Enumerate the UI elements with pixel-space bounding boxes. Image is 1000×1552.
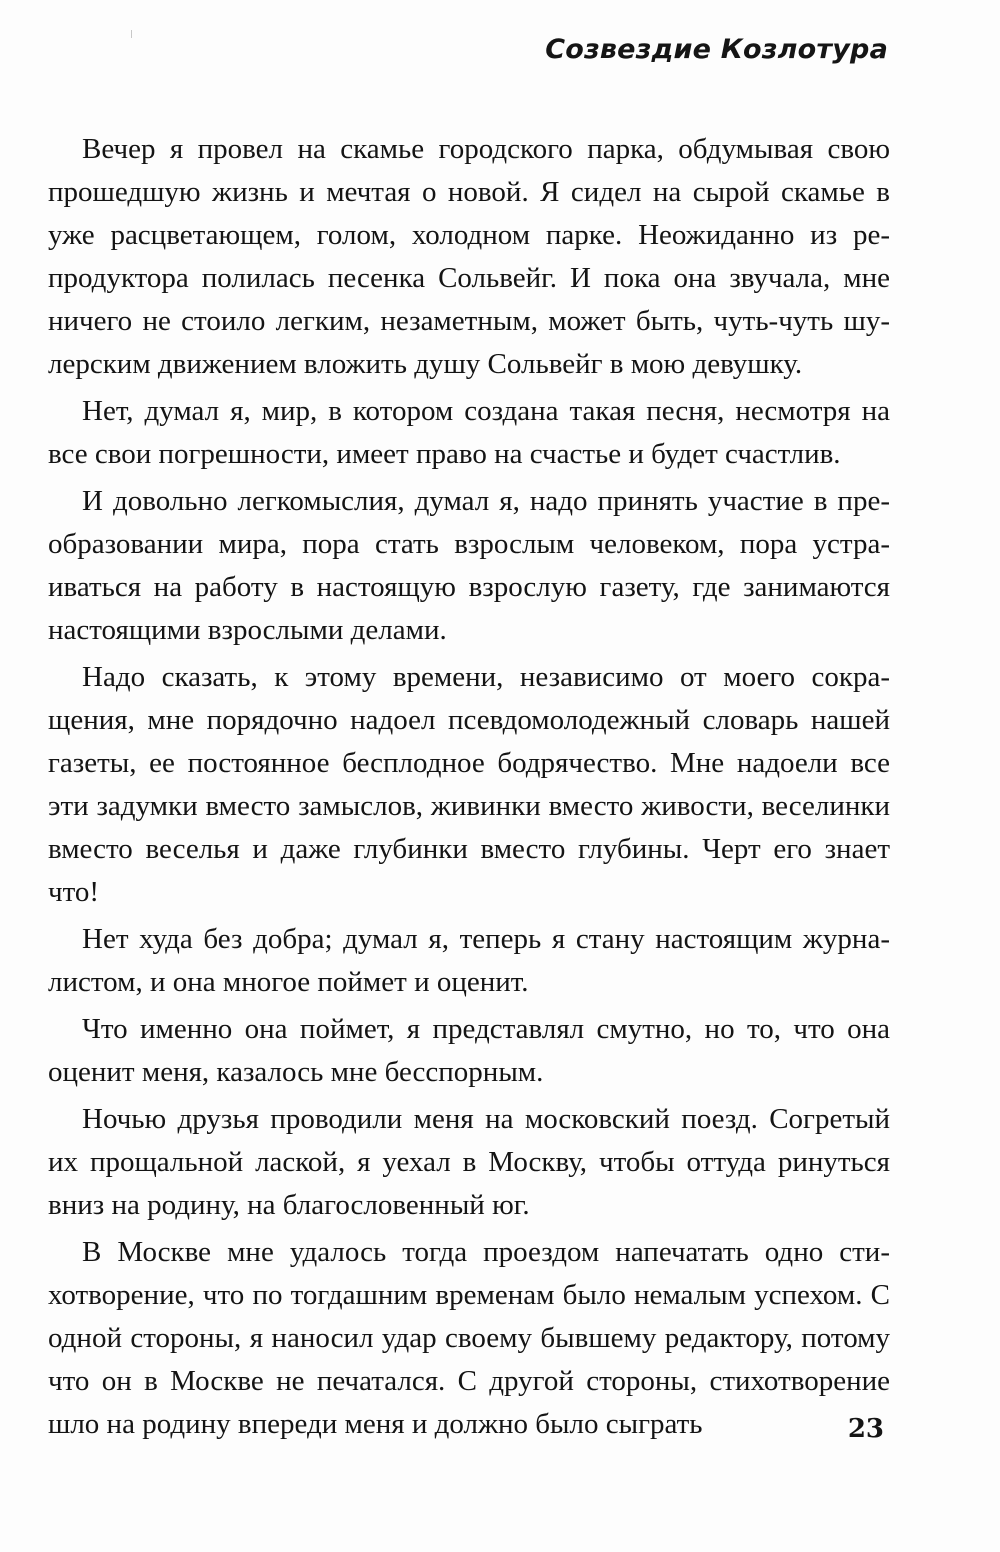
scan-speck <box>131 30 132 38</box>
paragraph: И довольно легкомыслия, думал я, надо принять участие в преобразовании мира, пора стать взрослым человеком, пора устраиваться на работу в настоящую взрослую газету, где занимаются настоящими взрослыми делами. <box>48 485 890 646</box>
page-number: 23 <box>847 1414 884 1444</box>
paragraph: Что именно она поймет, я представлял смутно, но то, что она оценит меня, казалось мне бесспорным. <box>48 1013 890 1088</box>
paragraph: В Москве мне удалось тогда проездом напечатать одно стихотворение, что по тогдашним временам было немалым успехом. С одной стороны, я наносил удар своему бывшему редактору, потому что он в Москве не печатался. С другой стороны, стихотворение шло на родину впереди меня и должно было сыграть <box>48 1236 890 1440</box>
paragraph: Нет худа без добра; думал я, теперь я стану настоящим журналистом, и она многое поймет и оценит. <box>48 923 890 998</box>
paragraph: Ночью друзья проводили меня на московский поезд. Согретый их прощальной лаской, я уехал в Москву, чтобы оттуда ринуться вниз на родину, на благословенный юг. <box>48 1103 890 1221</box>
paragraph: Надо сказать, к этому времени, независимо от моего сокращения, мне порядочно надоел псевдомолодежный словарь нашей газеты, ее постоянное бесплодное бодрячество. Мне надоели все эти задумки вместо замыслов, живинки вместо живости, веселинки вместо веселья и даже глубинки вместо глубины. Черт его знает что! <box>48 661 890 908</box>
body-text <box>48 128 890 1450</box>
paragraph: Нет, думал я, мир, в котором создана такая песня, несмотря на все свои погрешности, имеет право на счастье и будет счастлив. <box>48 395 890 470</box>
running-head: Созвездие Козлотура <box>545 34 888 65</box>
paragraph: Вечер я провел на скамье городского парка, обдумывая свою прошедшую жизнь и мечтая о новой. Я сидел на сырой скамье в уже расцветающем, голом, холодном парке. Неожиданно из репродуктора полилась песенка Сольвейг. И пока она звучала, мне ничего не стоило легким, незаметным, может быть, чуть-чуть шулерским движением вложить душу Сольвейг в мою девушку. <box>48 133 890 380</box>
